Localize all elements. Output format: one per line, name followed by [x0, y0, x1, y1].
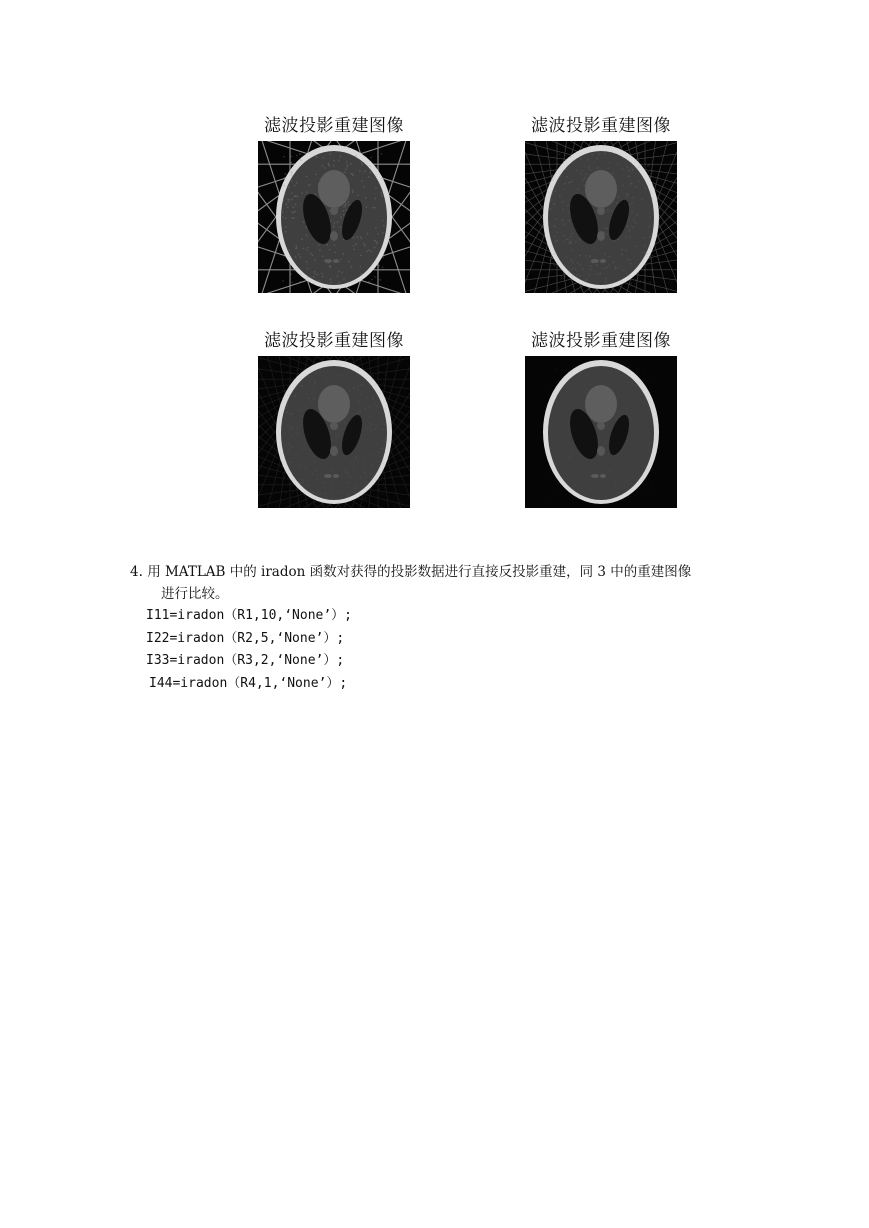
code-line-3: I33=iradon（R3,2,‘None’）;	[146, 653, 345, 668]
section-line-2: 进行比较。	[161, 586, 229, 602]
figure-title: 滤波投影重建图像	[531, 116, 671, 136]
section-item	[130, 561, 691, 583]
code-line-4: I44=iradon（R4,1,‘None’）;	[149, 676, 348, 691]
figure-panel-2	[525, 114, 677, 293]
figure-panel-3	[258, 329, 410, 508]
figure-panel-1	[258, 114, 410, 293]
section-line-1: 用 MATLAB 中的 iradon 函数对获得的投影数据进行直接反投影重建，同 3 中的重建图像	[147, 564, 692, 580]
phantom-image-1	[258, 141, 410, 293]
figure-title: 滤波投影重建图像	[264, 331, 404, 351]
phantom-image-3	[258, 356, 410, 508]
phantom-image-4	[525, 356, 677, 508]
figure-panel-4	[525, 329, 677, 508]
code-line-1: I11=iradon（R1,10,‘None’）;	[146, 608, 353, 623]
phantom-image-2	[525, 141, 677, 293]
figure-title: 滤波投影重建图像	[264, 116, 404, 136]
code-line-2: I22=iradon（R2,5,‘None’）;	[146, 631, 345, 646]
section-number: 4.	[130, 564, 143, 580]
figure-title: 滤波投影重建图像	[531, 331, 671, 351]
